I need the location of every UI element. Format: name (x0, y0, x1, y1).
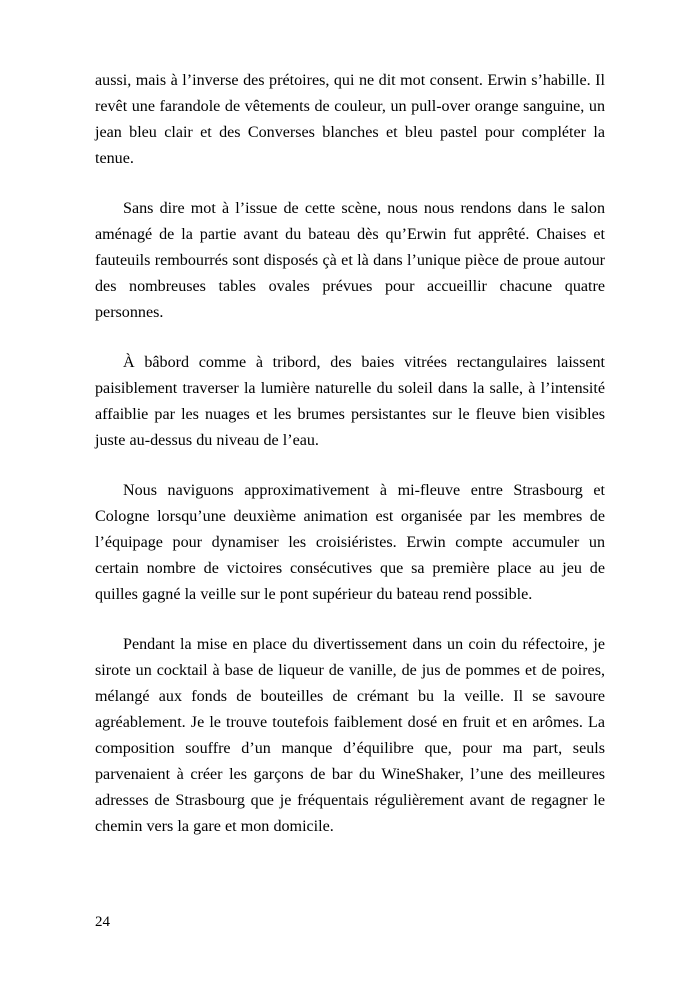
body-paragraph: Nous naviguons approximativement à mi-fleuve entre Strasbourg et Cologne lorsqu’une deuxième animation est organisée par les membres de l’équipage pour dynamiser les croisiéristes. Erwin compte accumuler un certain nombre de victoires consécutives que sa première place au jeu de quilles gagné la veille sur le pont supérieur du bateau rend possible. (95, 482, 605, 603)
body-paragraph: Sans dire mot à l’issue de cette scène, nous nous rendons dans le salon aménagé de la partie avant du bateau dès qu’Erwin fut apprêté. Chaises et fauteuils rembourrés sont disposés çà et là dans l’unique pièce de proue autour des nombreuses tables ovales prévues pour accueillir chacune quatre personnes. (95, 200, 605, 321)
page-number: 24 (95, 914, 110, 930)
page-text-block (95, 68, 605, 840)
body-paragraph: aussi, mais à l’inverse des prétoires, qui ne dit mot consent. Erwin s’habille. Il revêt une farandole de vêtements de couleur, un pull-over orange sanguine, un jean bleu clair et des Converses blanches et bleu pastel pour compléter la tenue. (95, 72, 605, 167)
body-paragraph: Pendant la mise en place du divertissement dans un coin du réfectoire, je sirote un cocktail à base de liqueur de vanille, de jus de pommes et de poires, mélangé aux fonds de bouteilles de crémant bu la veille. Il se savoure agréablement. Je le trouve toutefois faiblement dosé en fruit et en arômes. La composition souffre d’un manque d’équilibre que, pour ma part, seuls parvenaient à créer les garçons de bar du WineShaker, l’une des meilleures adresses de Strasbourg que je fréquentais régulièrement avant de regagner le chemin vers la gare et mon domicile. (95, 636, 605, 835)
body-paragraph: À bâbord comme à tribord, des baies vitrées rectangulaires laissent paisiblement traverser la lumière naturelle du soleil dans la salle, à l’intensité affaiblie par les nuages et les brumes persistantes sur le fleuve bien visibles juste au-dessus du niveau de l’eau. (95, 354, 605, 449)
